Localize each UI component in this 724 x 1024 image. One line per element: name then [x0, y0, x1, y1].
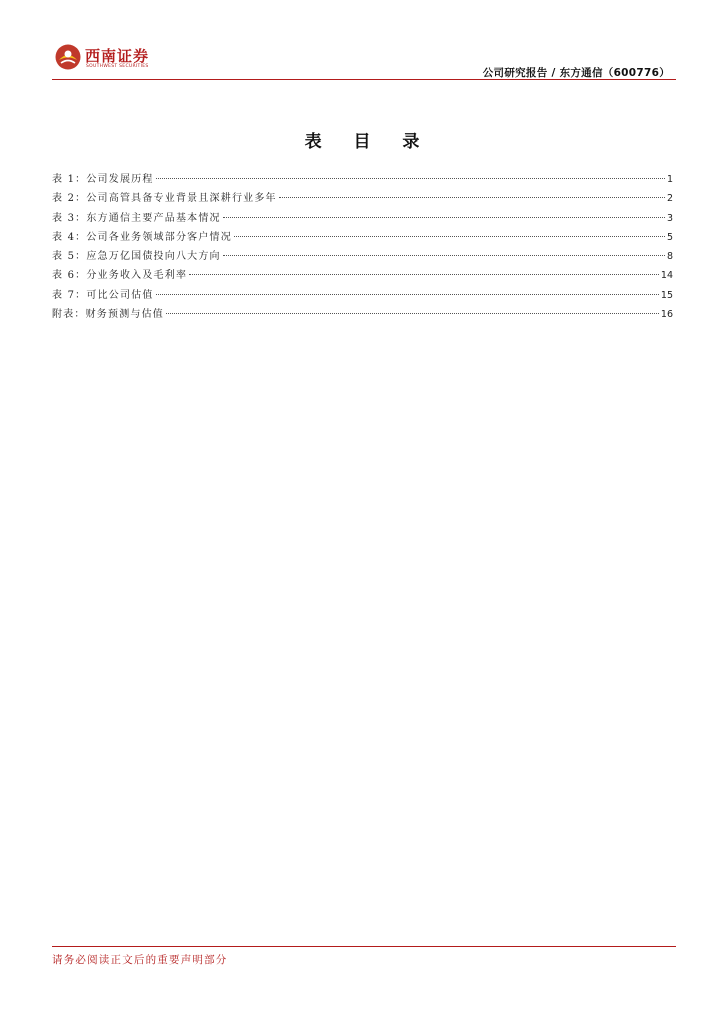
toc-item-page: 5: [666, 231, 673, 243]
toc-item[interactable]: [52, 266, 673, 285]
toc-leader-dots: [166, 313, 659, 314]
toc-item-label: 表 7：可比公司估值: [52, 289, 154, 301]
toc-item[interactable]: [52, 286, 673, 305]
toc-item[interactable]: [52, 189, 673, 208]
report-title: 公司研究报告 / 东方通信（600776）: [482, 67, 670, 79]
toc-item-label: 附表：财务预测与估值: [52, 309, 164, 321]
table-of-tables: [52, 170, 673, 324]
toc-item[interactable]: [52, 170, 673, 189]
toc-item-label: 表 5：应急万亿国债投向八大方向: [52, 251, 221, 263]
southwest-securities-logo-icon: [55, 44, 81, 70]
toc-item-page: 1: [666, 174, 673, 185]
toc-item-page: 14: [660, 270, 673, 282]
toc-title: 表 目 录: [304, 132, 433, 152]
toc-item-page: 3: [666, 212, 673, 224]
toc-item[interactable]: [52, 305, 673, 324]
toc-leader-dots: [189, 274, 659, 275]
toc-leader-dots: [223, 217, 665, 218]
footer-disclaimer: 请务必阅读正文后的重要声明部分: [52, 954, 228, 966]
logo-subtext: SOUTHWEST SECURITIES: [86, 64, 149, 69]
toc-item[interactable]: [52, 228, 673, 247]
toc-item-label: 表 3：东方通信主要产品基本情况: [52, 212, 221, 224]
header-divider: [52, 79, 676, 80]
toc-item-label: 表 4：公司各业务领域部分客户情况: [52, 231, 232, 243]
logo-text: 西南证券: [85, 47, 150, 65]
footer-divider: [52, 946, 676, 947]
toc-leader-dots: [156, 294, 659, 295]
toc-item-label: 表 6：分业务收入及毛利率: [52, 270, 188, 282]
toc-item-page: 8: [666, 251, 673, 263]
toc-item-label: 表 2：公司高管具备专业背景且深耕行业多年: [52, 193, 277, 205]
toc-item-label: 表 1：公司发展历程: [52, 174, 154, 185]
toc-leader-dots: [156, 178, 665, 179]
toc-leader-dots: [279, 197, 665, 198]
toc-item[interactable]: [52, 209, 673, 228]
page-header: [52, 42, 676, 82]
toc-leader-dots: [223, 255, 665, 256]
toc-item[interactable]: [52, 247, 673, 266]
toc-item-page: 2: [666, 193, 673, 205]
toc-leader-dots: [234, 236, 665, 237]
toc-item-page: 15: [660, 289, 673, 301]
toc-item-page: 16: [660, 309, 673, 321]
